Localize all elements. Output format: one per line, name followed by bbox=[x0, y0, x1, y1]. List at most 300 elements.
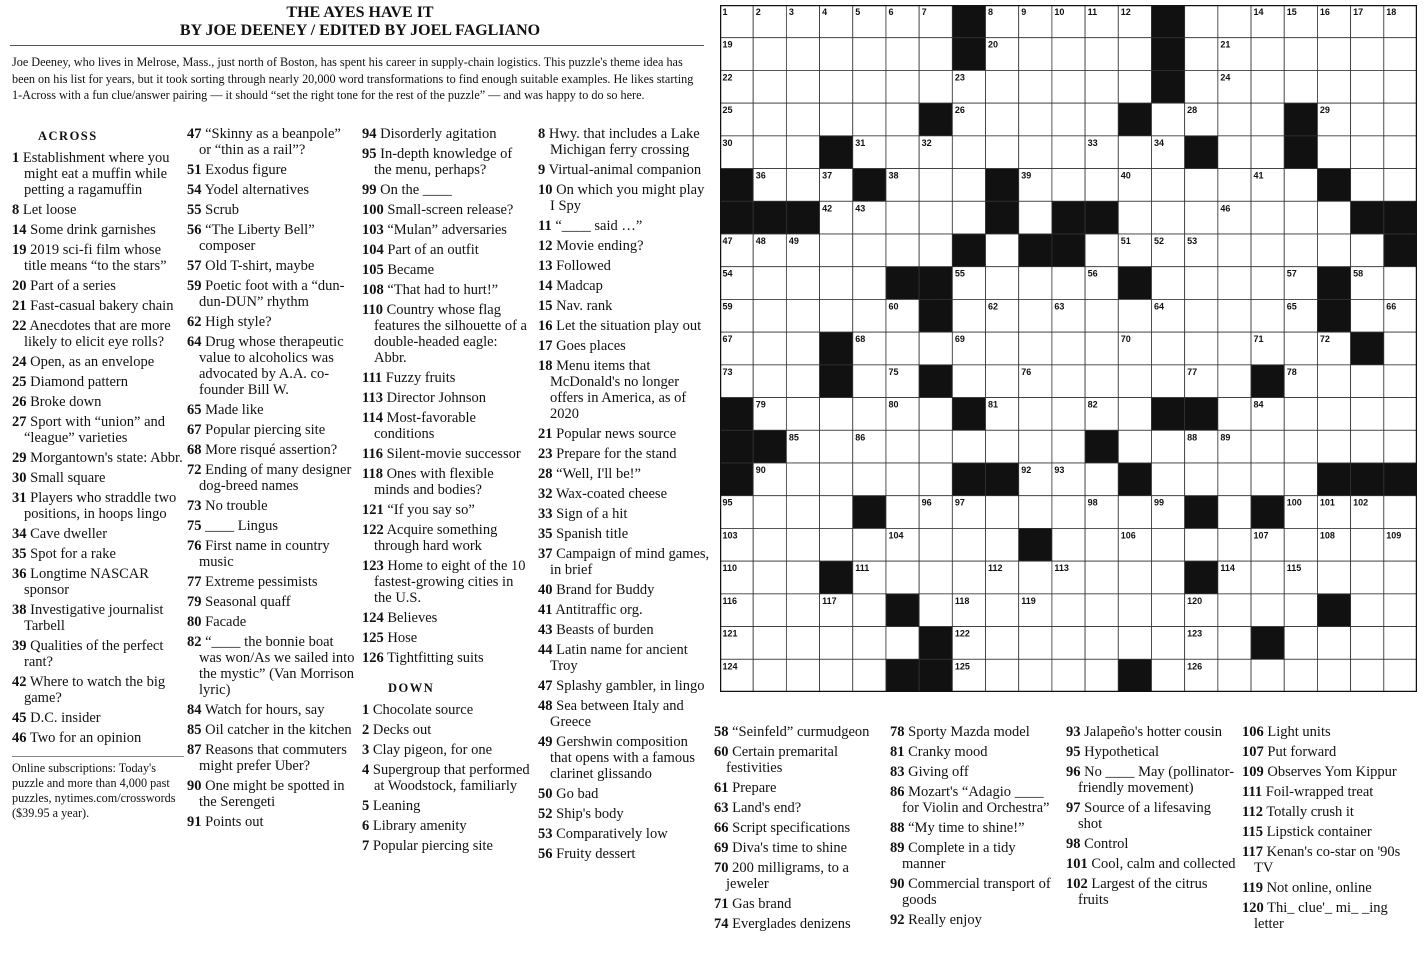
clue-number: 120 bbox=[1242, 900, 1264, 916]
grid-cell[interactable] bbox=[820, 299, 853, 332]
clue-item bbox=[187, 574, 355, 590]
grid-cell[interactable] bbox=[1118, 201, 1151, 234]
grid-cell[interactable] bbox=[886, 38, 919, 71]
grid-cell[interactable] bbox=[753, 332, 786, 365]
grid-cell[interactable] bbox=[1118, 70, 1151, 103]
grid-cell[interactable] bbox=[952, 169, 985, 202]
grid-cell[interactable] bbox=[853, 299, 886, 332]
grid-cell[interactable] bbox=[1019, 332, 1052, 365]
clue-item bbox=[187, 402, 355, 418]
grid-cell[interactable] bbox=[986, 627, 1019, 660]
grid-cell[interactable] bbox=[1052, 528, 1085, 561]
grid-cell[interactable] bbox=[1151, 169, 1184, 202]
grid-cell[interactable] bbox=[1284, 38, 1317, 71]
grid-cell[interactable] bbox=[1151, 201, 1184, 234]
grid-cell[interactable] bbox=[1351, 659, 1384, 692]
grid-cell[interactable] bbox=[919, 561, 952, 594]
grid-cell[interactable] bbox=[1185, 267, 1218, 300]
clue-number: 110 bbox=[362, 302, 383, 318]
grid-cell[interactable] bbox=[1019, 70, 1052, 103]
clue-item bbox=[362, 838, 532, 854]
grid-cell[interactable] bbox=[1384, 70, 1417, 103]
grid-cell[interactable] bbox=[1384, 496, 1417, 529]
grid-cell[interactable] bbox=[820, 430, 853, 463]
grid-cell[interactable] bbox=[1351, 70, 1384, 103]
clue-item bbox=[12, 222, 184, 238]
grid-cell[interactable] bbox=[1218, 136, 1251, 169]
grid-cell[interactable] bbox=[786, 496, 819, 529]
grid-cell[interactable] bbox=[1085, 332, 1118, 365]
grid-cell[interactable] bbox=[853, 103, 886, 136]
grid-cell[interactable] bbox=[1052, 103, 1085, 136]
clue-number: 112 bbox=[1242, 804, 1263, 820]
grid-cell[interactable] bbox=[1251, 463, 1284, 496]
grid-cell[interactable] bbox=[1251, 70, 1284, 103]
grid-cell[interactable] bbox=[1284, 70, 1317, 103]
grid-cell[interactable] bbox=[1151, 627, 1184, 660]
grid-cell[interactable] bbox=[786, 365, 819, 398]
grid-cell[interactable] bbox=[1151, 561, 1184, 594]
grid-cell[interactable] bbox=[1052, 398, 1085, 431]
grid-cell[interactable] bbox=[786, 561, 819, 594]
grid-cell[interactable] bbox=[786, 398, 819, 431]
grid-cell[interactable] bbox=[1118, 594, 1151, 627]
grid-cell[interactable] bbox=[1151, 659, 1184, 692]
grid-cell[interactable] bbox=[1085, 659, 1118, 692]
clue-number: 121 bbox=[362, 502, 384, 518]
grid-cell[interactable] bbox=[786, 103, 819, 136]
grid-cell[interactable] bbox=[753, 627, 786, 660]
grid-cell[interactable] bbox=[1351, 561, 1384, 594]
black-square bbox=[1251, 365, 1284, 398]
grid-cell[interactable] bbox=[1019, 430, 1052, 463]
grid-cell[interactable] bbox=[1384, 430, 1417, 463]
grid-cell[interactable] bbox=[1085, 169, 1118, 202]
grid-cell[interactable] bbox=[820, 267, 853, 300]
grid-cell[interactable] bbox=[1019, 201, 1052, 234]
grid-cell[interactable] bbox=[786, 463, 819, 496]
grid-cell[interactable] bbox=[1185, 38, 1218, 71]
grid-cell[interactable] bbox=[853, 398, 886, 431]
grid-cell[interactable] bbox=[1251, 299, 1284, 332]
grid-cell[interactable] bbox=[1019, 38, 1052, 71]
grid-cell[interactable] bbox=[886, 136, 919, 169]
grid-cell[interactable] bbox=[1351, 38, 1384, 71]
cell-number: 54 bbox=[722, 268, 733, 279]
grid-cell[interactable] bbox=[952, 561, 985, 594]
grid-cell[interactable] bbox=[986, 659, 1019, 692]
grid-cell[interactable] bbox=[986, 136, 1019, 169]
grid-cell[interactable] bbox=[919, 332, 952, 365]
grid-cell[interactable] bbox=[919, 430, 952, 463]
grid-cell[interactable] bbox=[1151, 430, 1184, 463]
grid-cell[interactable] bbox=[1185, 201, 1218, 234]
grid-cell[interactable] bbox=[1052, 659, 1085, 692]
grid-cell[interactable] bbox=[1185, 528, 1218, 561]
grid-cell[interactable] bbox=[753, 267, 786, 300]
clue-text: Exodus figure bbox=[201, 162, 287, 178]
grid-cell[interactable] bbox=[1118, 561, 1151, 594]
grid-cell[interactable] bbox=[1384, 332, 1417, 365]
grid-cell[interactable] bbox=[1151, 463, 1184, 496]
grid-cell[interactable] bbox=[853, 267, 886, 300]
clue-text: “The Liberty Bell” composer bbox=[199, 222, 315, 254]
grid-cell[interactable] bbox=[753, 299, 786, 332]
grid-cell[interactable] bbox=[1185, 299, 1218, 332]
clue-text: “Mulan” adversaries bbox=[383, 222, 507, 238]
grid-cell[interactable] bbox=[853, 463, 886, 496]
grid-cell[interactable] bbox=[1052, 332, 1085, 365]
grid-cell[interactable] bbox=[1218, 299, 1251, 332]
grid-cell[interactable] bbox=[986, 365, 1019, 398]
grid-cell[interactable] bbox=[986, 234, 1019, 267]
grid-cell[interactable] bbox=[1151, 594, 1184, 627]
grid-cell[interactable] bbox=[952, 201, 985, 234]
grid-cell[interactable] bbox=[786, 38, 819, 71]
grid-cell[interactable] bbox=[786, 267, 819, 300]
grid-cell[interactable] bbox=[1384, 659, 1417, 692]
grid-cell[interactable] bbox=[1384, 136, 1417, 169]
grid-cell[interactable] bbox=[786, 136, 819, 169]
grid-cell[interactable] bbox=[1118, 398, 1151, 431]
grid-cell[interactable] bbox=[1019, 267, 1052, 300]
grid-cell[interactable] bbox=[1019, 136, 1052, 169]
grid-cell[interactable] bbox=[1218, 365, 1251, 398]
black-square bbox=[919, 627, 952, 660]
grid-cell[interactable] bbox=[1085, 38, 1118, 71]
grid-cell[interactable] bbox=[1317, 430, 1350, 463]
grid-cell[interactable] bbox=[886, 496, 919, 529]
grid-cell[interactable] bbox=[986, 430, 1019, 463]
black-square bbox=[1317, 594, 1350, 627]
grid-cell[interactable] bbox=[786, 659, 819, 692]
grid-cell[interactable] bbox=[1118, 136, 1151, 169]
grid-cell[interactable] bbox=[1052, 267, 1085, 300]
grid-cell[interactable] bbox=[786, 169, 819, 202]
clue-item bbox=[187, 722, 355, 738]
grid-cell[interactable] bbox=[1218, 659, 1251, 692]
grid-cell[interactable] bbox=[1284, 332, 1317, 365]
grid-cell[interactable] bbox=[952, 528, 985, 561]
grid-cell[interactable] bbox=[886, 70, 919, 103]
grid-cell[interactable] bbox=[753, 103, 786, 136]
clue-item bbox=[890, 876, 1062, 908]
clue-number: 125 bbox=[362, 630, 384, 646]
grid-cell[interactable] bbox=[753, 659, 786, 692]
grid-cell[interactable] bbox=[1151, 365, 1184, 398]
grid-cell[interactable] bbox=[1185, 169, 1218, 202]
clue-item bbox=[1242, 744, 1420, 760]
grid-cell[interactable] bbox=[1351, 103, 1384, 136]
grid-cell[interactable] bbox=[1251, 103, 1284, 136]
grid-cell[interactable] bbox=[1317, 365, 1350, 398]
grid-cell[interactable] bbox=[952, 299, 985, 332]
grid-cell[interactable] bbox=[1251, 38, 1284, 71]
grid-cell[interactable] bbox=[1118, 365, 1151, 398]
grid-cell[interactable] bbox=[1019, 659, 1052, 692]
grid-cell[interactable] bbox=[753, 528, 786, 561]
grid-cell[interactable] bbox=[886, 463, 919, 496]
grid-cell[interactable] bbox=[1384, 365, 1417, 398]
grid-cell[interactable] bbox=[986, 267, 1019, 300]
cell-number: 28 bbox=[1187, 105, 1198, 116]
grid-cell[interactable] bbox=[853, 659, 886, 692]
grid-cell[interactable] bbox=[853, 627, 886, 660]
grid-cell[interactable] bbox=[753, 496, 786, 529]
grid-cell[interactable] bbox=[1185, 332, 1218, 365]
grid-cell[interactable] bbox=[786, 594, 819, 627]
grid-cell[interactable] bbox=[1384, 103, 1417, 136]
grid-cell[interactable] bbox=[786, 332, 819, 365]
clue-text: Everglades denizens bbox=[728, 916, 851, 932]
grid-cell[interactable] bbox=[820, 463, 853, 496]
grid-cell[interactable] bbox=[753, 70, 786, 103]
grid-cell[interactable] bbox=[1251, 136, 1284, 169]
grid-cell[interactable] bbox=[1085, 365, 1118, 398]
grid-cell[interactable] bbox=[952, 136, 985, 169]
grid-cell[interactable] bbox=[919, 398, 952, 431]
grid-cell[interactable] bbox=[1052, 70, 1085, 103]
grid-cell[interactable] bbox=[886, 103, 919, 136]
grid-cell[interactable] bbox=[1218, 234, 1251, 267]
grid-cell[interactable] bbox=[1019, 299, 1052, 332]
grid-cell[interactable] bbox=[1384, 169, 1417, 202]
grid-cell[interactable] bbox=[853, 70, 886, 103]
grid-cell[interactable] bbox=[753, 594, 786, 627]
grid-cell[interactable] bbox=[753, 561, 786, 594]
grid-cell[interactable] bbox=[1284, 659, 1317, 692]
grid-cell[interactable] bbox=[986, 528, 1019, 561]
grid-cell[interactable] bbox=[1118, 430, 1151, 463]
grid-cell[interactable] bbox=[1218, 463, 1251, 496]
grid-cell[interactable] bbox=[753, 365, 786, 398]
grid-cell[interactable] bbox=[1351, 398, 1384, 431]
grid-cell[interactable] bbox=[820, 627, 853, 660]
grid-cell[interactable] bbox=[1052, 627, 1085, 660]
grid-cell[interactable] bbox=[786, 70, 819, 103]
clue-number: 95 bbox=[362, 146, 377, 162]
grid-cell[interactable] bbox=[952, 430, 985, 463]
grid-cell[interactable] bbox=[853, 528, 886, 561]
clue-text: Cool, calm and collected bbox=[1087, 856, 1236, 872]
grid-cell[interactable] bbox=[1052, 365, 1085, 398]
grid-cell[interactable] bbox=[1284, 234, 1317, 267]
clue-text: Some drink garnishes bbox=[26, 222, 156, 238]
grid-cell[interactable] bbox=[1284, 627, 1317, 660]
grid-cell[interactable] bbox=[1185, 5, 1218, 38]
grid-cell[interactable] bbox=[853, 594, 886, 627]
grid-cell[interactable] bbox=[1019, 398, 1052, 431]
grid-cell[interactable] bbox=[919, 70, 952, 103]
grid-cell[interactable] bbox=[1251, 561, 1284, 594]
grid-cell[interactable] bbox=[1151, 528, 1184, 561]
grid-cell[interactable] bbox=[1251, 201, 1284, 234]
grid-cell[interactable] bbox=[1151, 332, 1184, 365]
grid-cell[interactable] bbox=[1052, 496, 1085, 529]
grid-cell[interactable] bbox=[1218, 5, 1251, 38]
grid-cell[interactable] bbox=[1317, 561, 1350, 594]
grid-cell[interactable] bbox=[1118, 627, 1151, 660]
clue-text: Became bbox=[383, 262, 435, 278]
grid-cell[interactable] bbox=[1019, 627, 1052, 660]
grid-cell[interactable] bbox=[1351, 234, 1384, 267]
grid-cell[interactable] bbox=[1019, 496, 1052, 529]
grid-cell[interactable] bbox=[1284, 398, 1317, 431]
grid-cell[interactable] bbox=[919, 528, 952, 561]
grid-cell[interactable] bbox=[1118, 38, 1151, 71]
grid-cell[interactable] bbox=[886, 234, 919, 267]
grid-cell[interactable] bbox=[986, 103, 1019, 136]
grid-cell[interactable] bbox=[986, 594, 1019, 627]
grid-cell[interactable] bbox=[1317, 38, 1350, 71]
grid-cell[interactable] bbox=[1218, 267, 1251, 300]
grid-cell[interactable] bbox=[1218, 594, 1251, 627]
grid-svg[interactable] bbox=[720, 5, 1417, 692]
grid-cell[interactable] bbox=[952, 365, 985, 398]
grid-cell[interactable] bbox=[919, 234, 952, 267]
grid-cell[interactable] bbox=[753, 136, 786, 169]
grid-cell[interactable] bbox=[1185, 70, 1218, 103]
grid-cell[interactable] bbox=[753, 38, 786, 71]
grid-cell[interactable] bbox=[886, 627, 919, 660]
grid-cell[interactable] bbox=[1251, 430, 1284, 463]
grid-cell[interactable] bbox=[1284, 201, 1317, 234]
grid-cell[interactable] bbox=[1118, 299, 1151, 332]
grid-cell[interactable] bbox=[1085, 463, 1118, 496]
clue-text: 2019 sci-fi film whose title means “to the stars” bbox=[24, 242, 167, 274]
grid-cell[interactable] bbox=[1351, 365, 1384, 398]
grid-cell[interactable] bbox=[1052, 430, 1085, 463]
grid-cell[interactable] bbox=[1284, 594, 1317, 627]
grid-cell[interactable] bbox=[919, 201, 952, 234]
grid-cell[interactable] bbox=[1351, 169, 1384, 202]
grid-cell[interactable] bbox=[1085, 561, 1118, 594]
grid-cell[interactable] bbox=[886, 332, 919, 365]
grid-cell[interactable] bbox=[820, 103, 853, 136]
grid-cell[interactable] bbox=[1284, 169, 1317, 202]
grid-cell[interactable] bbox=[1351, 627, 1384, 660]
grid-cell[interactable] bbox=[1384, 267, 1417, 300]
grid-cell[interactable] bbox=[1251, 659, 1284, 692]
grid-cell[interactable] bbox=[1351, 430, 1384, 463]
grid-cell[interactable] bbox=[1351, 136, 1384, 169]
clue-number: 45 bbox=[12, 710, 27, 726]
grid-cell[interactable] bbox=[1317, 659, 1350, 692]
grid-cell[interactable] bbox=[1085, 627, 1118, 660]
grid-cell[interactable] bbox=[886, 201, 919, 234]
grid-cell[interactable] bbox=[1218, 103, 1251, 136]
grid-cell[interactable] bbox=[1218, 169, 1251, 202]
grid-cell[interactable] bbox=[1019, 561, 1052, 594]
grid-cell[interactable] bbox=[1284, 528, 1317, 561]
grid-cell[interactable] bbox=[1317, 136, 1350, 169]
grid-cell[interactable] bbox=[1151, 267, 1184, 300]
grid-cell[interactable] bbox=[1085, 234, 1118, 267]
grid-cell[interactable] bbox=[1351, 528, 1384, 561]
grid-cell[interactable] bbox=[853, 365, 886, 398]
grid-cell[interactable] bbox=[886, 430, 919, 463]
clue-text: Library amenity bbox=[369, 818, 467, 834]
grid-cell[interactable] bbox=[1384, 594, 1417, 627]
grid-cell[interactable] bbox=[1384, 38, 1417, 71]
grid-cell[interactable] bbox=[820, 38, 853, 71]
grid-cell[interactable] bbox=[786, 627, 819, 660]
grid-cell[interactable] bbox=[1317, 201, 1350, 234]
grid-cell[interactable] bbox=[1384, 561, 1417, 594]
clue-text: Disorderly agitation bbox=[376, 126, 497, 142]
grid-cell[interactable] bbox=[820, 496, 853, 529]
grid-cell[interactable] bbox=[820, 234, 853, 267]
grid-cell[interactable] bbox=[1052, 594, 1085, 627]
grid-cell[interactable] bbox=[1251, 234, 1284, 267]
grid-cell[interactable] bbox=[820, 70, 853, 103]
grid-cell[interactable] bbox=[1218, 627, 1251, 660]
grid-cell[interactable] bbox=[986, 496, 1019, 529]
grid-cell[interactable] bbox=[1351, 594, 1384, 627]
grid-cell[interactable] bbox=[786, 299, 819, 332]
grid-cell[interactable] bbox=[853, 38, 886, 71]
grid-cell[interactable] bbox=[986, 70, 1019, 103]
grid-cell[interactable] bbox=[1052, 38, 1085, 71]
grid-cell[interactable] bbox=[1151, 103, 1184, 136]
grid-cell[interactable] bbox=[1218, 398, 1251, 431]
clue-item bbox=[12, 150, 184, 198]
grid-cell[interactable] bbox=[919, 463, 952, 496]
grid-cell[interactable] bbox=[1218, 496, 1251, 529]
grid-cell[interactable] bbox=[820, 398, 853, 431]
grid-cell[interactable] bbox=[1284, 463, 1317, 496]
grid-cell[interactable] bbox=[820, 528, 853, 561]
grid-cell[interactable] bbox=[1317, 70, 1350, 103]
grid-cell[interactable] bbox=[1384, 398, 1417, 431]
grid-cell[interactable] bbox=[1085, 299, 1118, 332]
grid-cell[interactable] bbox=[919, 38, 952, 71]
grid-cell[interactable] bbox=[1251, 267, 1284, 300]
grid-cell[interactable] bbox=[1085, 594, 1118, 627]
crossword-grid[interactable] bbox=[720, 5, 1417, 692]
grid-cell[interactable] bbox=[1251, 594, 1284, 627]
grid-cell[interactable] bbox=[1118, 496, 1151, 529]
grid-cell[interactable] bbox=[1052, 136, 1085, 169]
grid-cell[interactable] bbox=[1317, 627, 1350, 660]
clue-column-6 bbox=[890, 724, 1062, 932]
grid-cell[interactable] bbox=[1085, 103, 1118, 136]
grid-cell[interactable] bbox=[919, 594, 952, 627]
grid-cell[interactable] bbox=[1085, 528, 1118, 561]
grid-cell[interactable] bbox=[986, 332, 1019, 365]
grid-cell[interactable] bbox=[1019, 103, 1052, 136]
grid-cell[interactable] bbox=[1351, 299, 1384, 332]
grid-cell[interactable] bbox=[1218, 332, 1251, 365]
grid-cell[interactable] bbox=[886, 561, 919, 594]
grid-cell[interactable] bbox=[1284, 430, 1317, 463]
grid-cell[interactable] bbox=[1317, 234, 1350, 267]
grid-cell[interactable] bbox=[1317, 398, 1350, 431]
grid-cell[interactable] bbox=[786, 528, 819, 561]
grid-cell[interactable] bbox=[1218, 528, 1251, 561]
clue-text: Complete in a tidy manner bbox=[902, 840, 1016, 872]
grid-cell[interactable] bbox=[1052, 169, 1085, 202]
clue-item bbox=[1242, 724, 1420, 740]
grid-cell[interactable] bbox=[853, 234, 886, 267]
grid-cell[interactable] bbox=[919, 169, 952, 202]
grid-cell[interactable] bbox=[1185, 463, 1218, 496]
grid-cell[interactable] bbox=[1085, 70, 1118, 103]
grid-cell[interactable] bbox=[820, 659, 853, 692]
cell-number: 78 bbox=[1286, 366, 1297, 377]
grid-cell[interactable] bbox=[1384, 627, 1417, 660]
clue-item bbox=[1242, 844, 1420, 876]
